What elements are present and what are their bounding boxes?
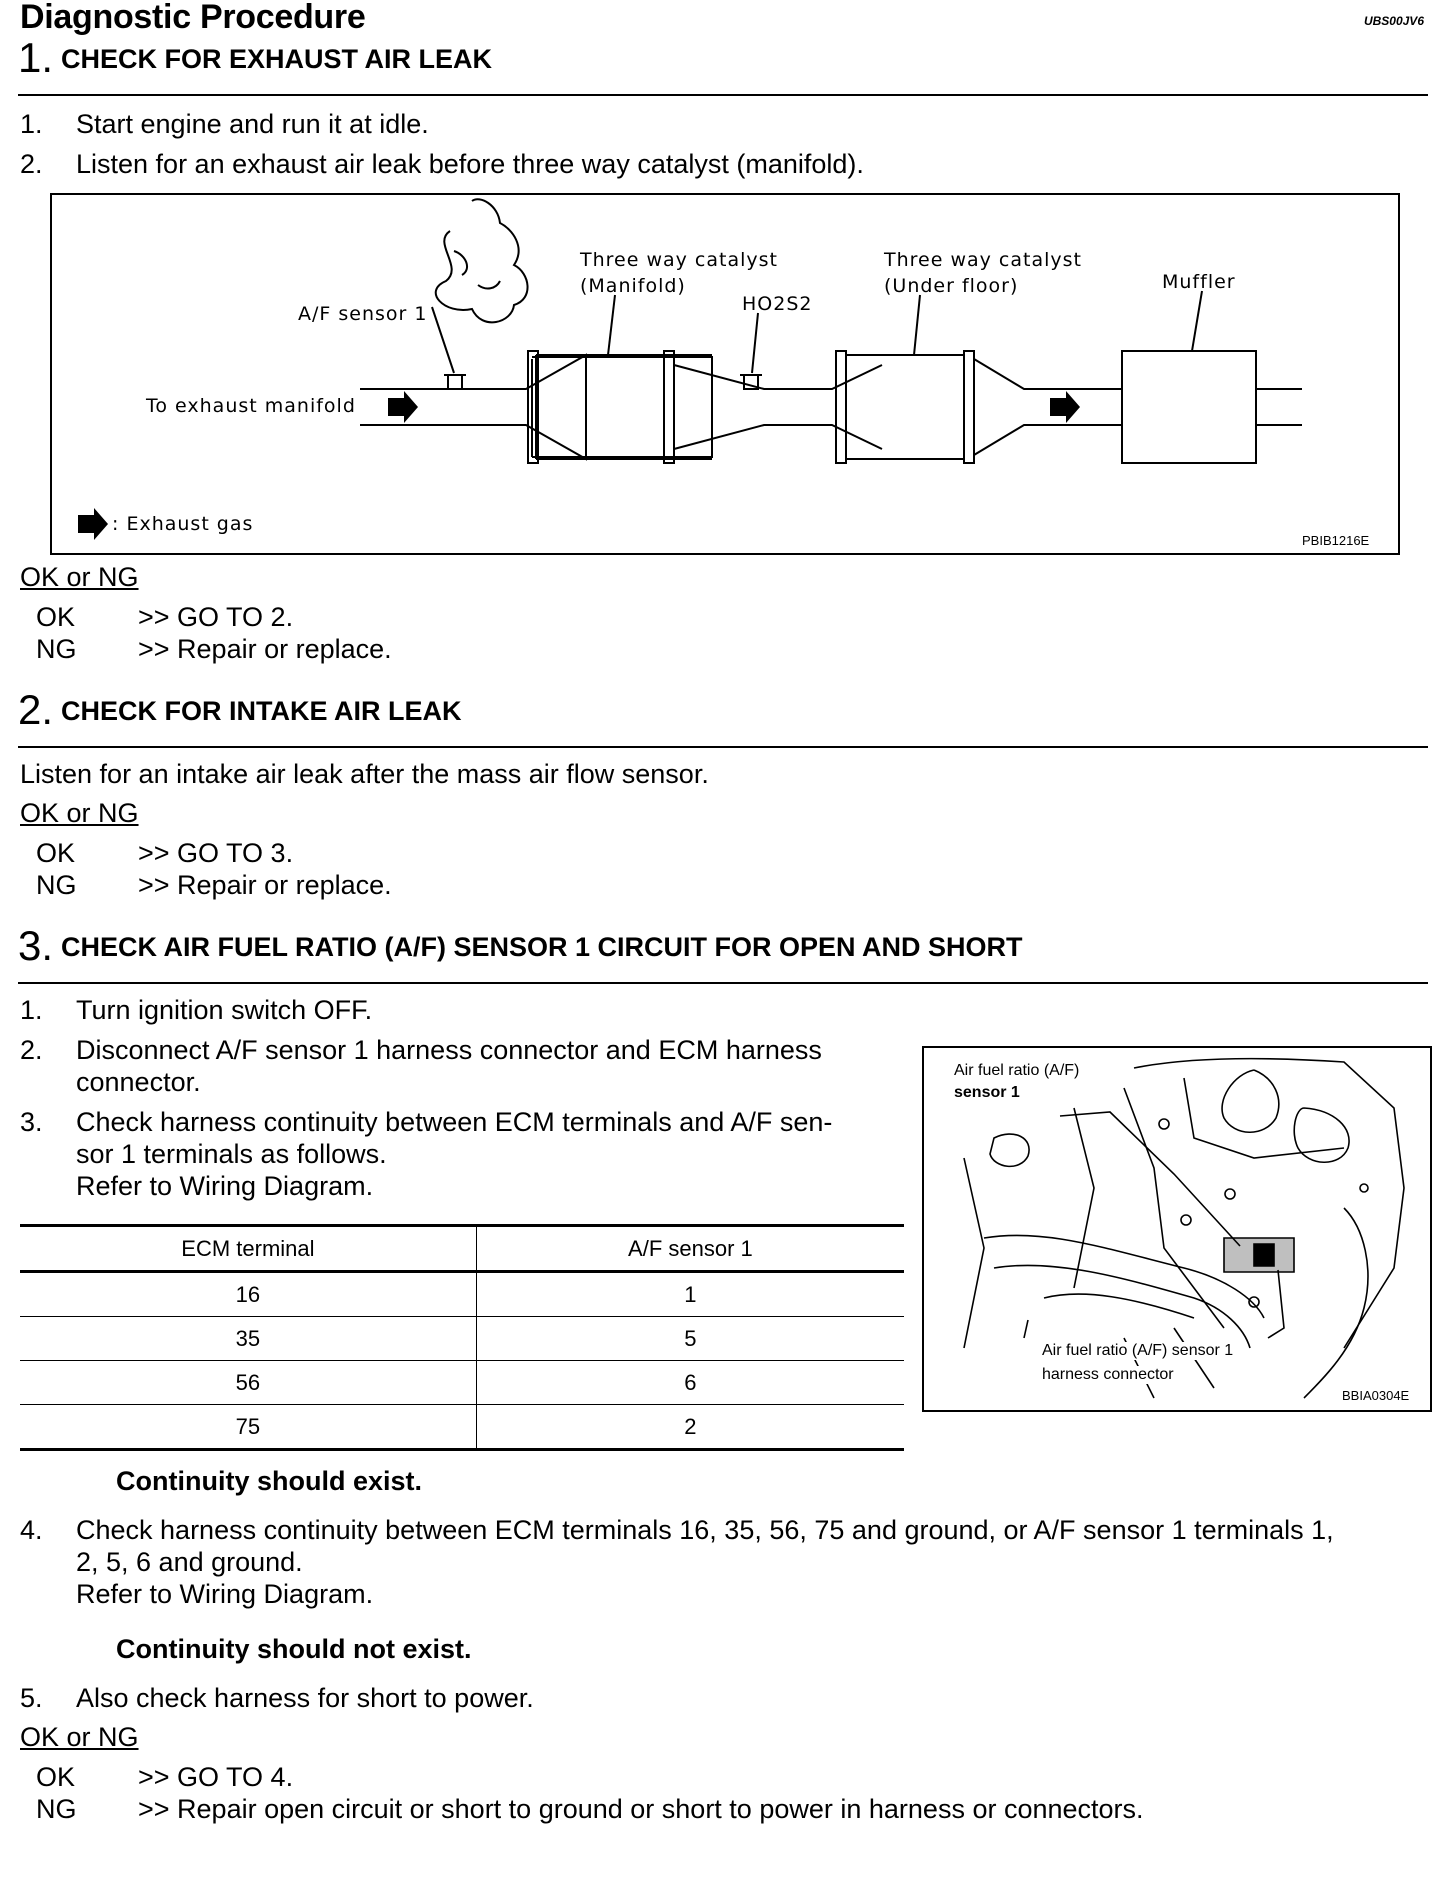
leader-af-sensor [432,307,454,373]
continuity-exist-note: Continuity should exist. [116,1466,423,1496]
table-header-row [20,1226,904,1272]
flange [964,351,974,463]
step-2-ok-ng-label: OK or NG [20,798,139,828]
item-text: Also check harness for short to power. [76,1683,534,1713]
step-3-divider [18,982,1428,984]
muffler-body [1122,351,1256,463]
label-muffler: Muffler [1162,271,1236,293]
legend-arrow-icon [78,508,108,540]
table-cell: 1 [476,1272,904,1317]
step-1-ng-value: >> Repair or replace. [138,634,392,664]
label-ho2s2: HO2S2 [742,293,813,315]
step-2-ok-key: OK [36,838,76,868]
table-cell: 56 [20,1361,476,1405]
manifold-catalyst-body [536,357,712,457]
leader-ho2s2 [752,313,758,373]
tailpipe [1256,389,1302,425]
item-text: Check harness continuity between ECM terminals and A/F sen- [76,1107,833,1137]
legend-exhaust-gas: : Exhaust gas [112,513,254,535]
label-to-exhaust-manifold: To exhaust manifold [146,395,356,417]
leader-twc-under [914,295,920,355]
flange [836,351,846,463]
table-cell: 75 [20,1405,476,1450]
step-3-item-2-cont: connector. [76,1067,201,1097]
item-number: 1. [20,995,43,1025]
item-number: 5. [20,1683,43,1713]
figure-code: BBIA0304E [1342,1388,1410,1403]
af-sensor-1-marker [448,375,462,389]
label-harness-connector-line-2: harness connector [1042,1366,1174,1383]
mid-pipe-bottom [674,425,882,449]
step-3-item-4-cont-2: Refer to Wiring Diagram. [76,1579,374,1609]
step-3-item-3-cont-1: sor 1 terminals as follows. [76,1139,387,1169]
item-text: Listen for an exhaust air leak before three way catalyst (manifold). [76,149,864,179]
step-1-ng-key: NG [36,634,77,664]
step-1-heading [18,34,492,82]
step-1-title: CHECK FOR EXHAUST AIR LEAK [61,44,493,74]
step-3-item-4 [20,1514,1334,1547]
figure-code: PBIB1216E [1302,533,1370,548]
table-cell: 16 [20,1272,476,1317]
step-2-title: CHECK FOR INTAKE AIR LEAK [61,696,462,726]
table-row [20,1317,904,1361]
leader-harness-connector [1268,1270,1284,1338]
table-cell: 5 [476,1317,904,1361]
step-2-divider [18,746,1428,748]
item-text: Disconnect A/F sensor 1 harness connector and ECM harness [76,1035,822,1065]
ignition-coil [1222,1070,1279,1132]
step-2-ng-key: NG [36,870,77,900]
outlet-pipe [974,359,1122,455]
item-number: 2. [20,149,43,179]
step-3-ok-value: >> GO TO 4. [138,1762,294,1792]
step-2-number: 2. [18,686,54,733]
continuity-table [20,1224,904,1451]
step-3-item-3 [20,1106,832,1139]
item-number: 3. [20,1107,43,1137]
step-1-ok-ng-label: OK or NG [20,562,139,592]
item-number: 2. [20,1035,43,1065]
mid-pipe-top [674,365,882,389]
label-twc-under-1: Three way catalyst [884,249,1082,271]
step-1-ok-key: OK [36,602,76,632]
ignition-coil [1294,1108,1349,1162]
table-cell: 2 [476,1405,904,1450]
step-1-ok-value: >> GO TO 2. [138,602,294,632]
item-text: Turn ignition switch OFF. [76,995,373,1025]
step-3-item-1 [20,994,372,1027]
step-3-item-5 [20,1682,534,1715]
label-harness-connector-line-1: Air fuel ratio (A/F) sensor 1 [1042,1342,1234,1359]
table-cell: 35 [20,1317,476,1361]
label-af-sensor-1: A/F sensor 1 [298,303,428,325]
step-3-ok-ng-label: OK or NG [20,1722,139,1752]
table-cell: 6 [476,1361,904,1405]
column-header-ecm-terminal: ECM terminal [20,1226,476,1272]
item-text: Check harness continuity between ECM terminals 16, 35, 56, 75 and ground, or A/F sensor 1 terminals 1, [76,1515,1334,1545]
step-2-ok-value: >> GO TO 3. [138,838,294,868]
label-af-sensor-1-line-1: Air fuel ratio (A/F) [954,1062,1080,1079]
step-3-title: CHECK AIR FUEL RATIO (A/F) SENSOR 1 CIRCUIT FOR OPEN AND SHORT [61,932,1023,962]
step-3-ok-key: OK [36,1762,76,1792]
table-row [20,1361,904,1405]
engine-outline [1134,1059,1404,1348]
label-twc-manifold-2: (Manifold) [580,275,686,297]
table-row [20,1272,904,1317]
af-sensor-location-figure [922,1046,1432,1412]
step-1-divider [18,94,1428,96]
step-3-item-4-cont-1: 2, 5, 6 and ground. [76,1547,303,1577]
step-2-text: Listen for an intake air leak after the mass air flow sensor. [20,759,709,789]
exhaust-leak-smoke [436,199,528,322]
leader-twc-manifold [608,295,615,355]
hose [984,1235,1264,1318]
leader-muffler [1192,291,1202,351]
flange [664,351,674,463]
label-twc-manifold-1: Three way catalyst [580,249,778,271]
item-number: 1. [20,109,43,139]
step-3-number: 3. [18,922,54,969]
step-3-ng-key: NG [36,1794,77,1824]
step-2-ng-value: >> Repair or replace. [138,870,392,900]
document-id: UBS00JV6 [1363,14,1424,28]
step-3-ng-value: >> Repair open circuit or short to ground or short to power in harness or connectors. [138,1794,1144,1824]
step-1-number: 1. [18,34,54,81]
label-twc-under-2: (Under floor) [884,275,1019,297]
step-2-heading [18,686,462,734]
table-row [20,1405,904,1450]
continuity-not-exist-note: Continuity should not exist. [116,1634,472,1664]
step-3-item-3-cont-2: Refer to Wiring Diagram. [76,1171,374,1201]
item-number: 4. [20,1515,43,1545]
item-text: Start engine and run it at idle. [76,109,429,139]
step-1-item-1 [20,108,429,141]
page-title: Diagnostic Procedure [20,0,366,36]
label-af-sensor-1-line-2: sensor 1 [954,1084,1020,1101]
step-1-item-2 [20,148,864,181]
cap [990,1134,1029,1166]
exhaust-system-figure [50,193,1400,555]
column-header-af-sensor-1: A/F sensor 1 [476,1226,904,1272]
step-3-heading [18,922,1023,970]
step-3-item-2 [20,1034,822,1067]
